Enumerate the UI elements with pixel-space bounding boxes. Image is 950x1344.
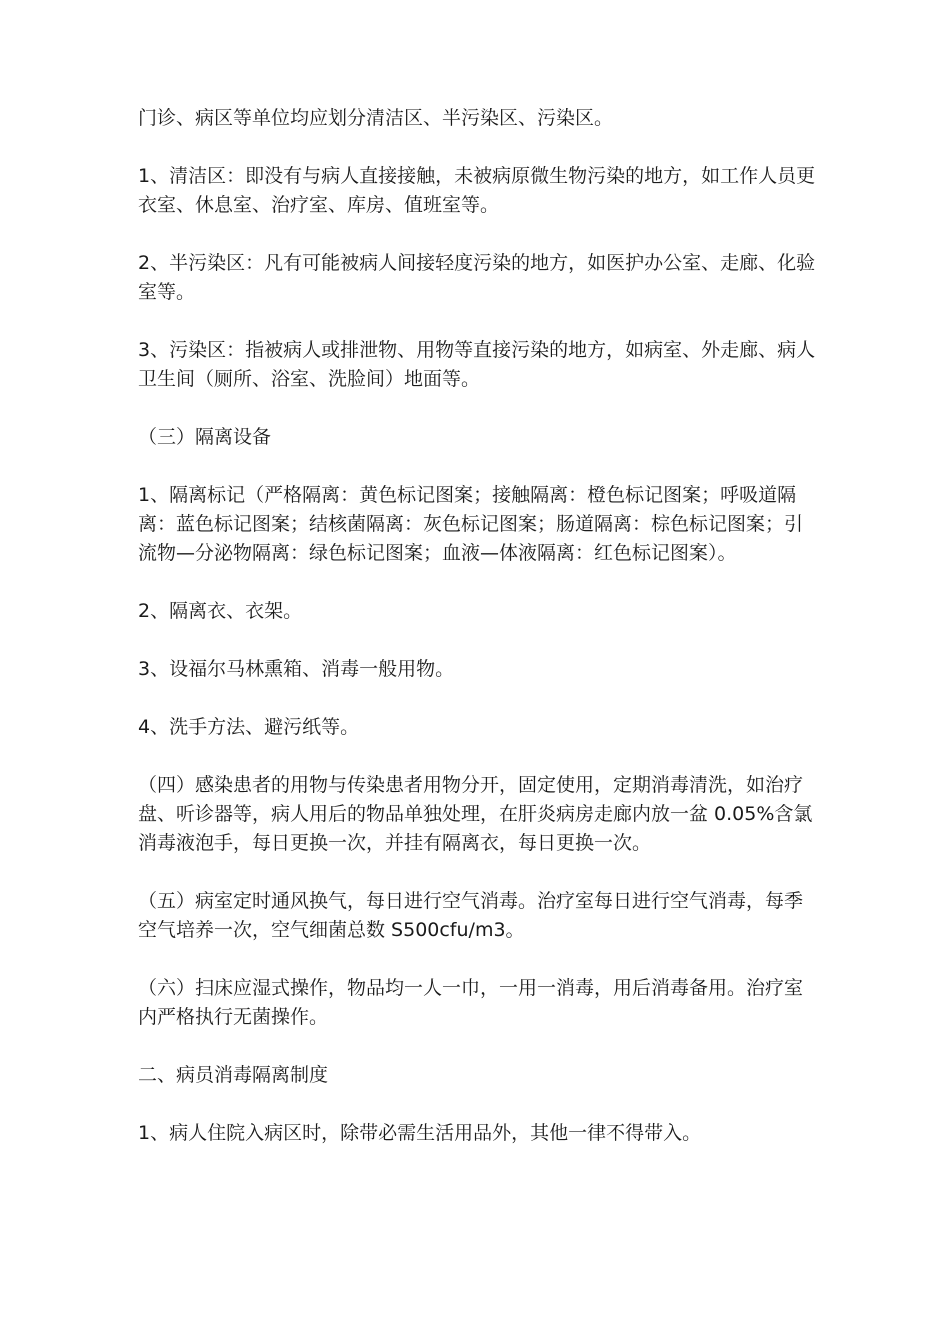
section-heading-patient-isolation: 二、病员消毒隔离制度 bbox=[138, 1064, 329, 1086]
paragraph-formalin-box: 3、设福尔马林熏箱、消毒一般用物。 bbox=[138, 658, 455, 680]
paragraph-clean-zone: 1、清洁区：即没有与病人直接接触，未被病原微生物污染的地方，如工作人员更衣室、休息室、治疗室、库房、值班室等。 bbox=[138, 165, 816, 216]
section-item-five-ventilation: （五）病室定时通风换气，每日进行空气消毒。治疗室每日进行空气消毒，每季空气培养一次，空气细菌总数 S500cfu/m3。 bbox=[138, 890, 804, 941]
paragraph-zoning-intro: 门诊、病区等单位均应划分清洁区、半污染区、污染区。 bbox=[138, 107, 614, 129]
section-heading-isolation-equipment: （三）隔离设备 bbox=[138, 426, 272, 448]
paragraph-isolation-markers: 1、隔离标记（严格隔离：黄色标记图案；接触隔离：橙色标记图案；呼吸道隔离：蓝色标记图案；结核菌隔离：灰色标记图案；肠道隔离：棕色标记图案；引流物—分泌物隔离：绿色标记图案；血液—体液隔离：红色标记图案）。 bbox=[138, 484, 804, 564]
paragraph-semi-contaminated-zone: 2、半污染区：凡有可能被病人间接轻度污染的地方，如医护办公室、走廊、化验室等。 bbox=[138, 252, 816, 303]
paragraph-admission-rule: 1、病人住院入病区时，除带必需生活用品外，其他一律不得带入。 bbox=[138, 1122, 702, 1144]
paragraph-handwashing: 4、洗手方法、避污纸等。 bbox=[138, 716, 360, 738]
paragraph-isolation-gowns: 2、隔离衣、衣架。 bbox=[138, 600, 303, 622]
section-item-six-bed-sweeping: （六）扫床应湿式操作，物品均一人一巾，一用一消毒，用后消毒备用。治疗室内严格执行无菌操作。 bbox=[138, 977, 804, 1028]
section-item-four-supplies: （四）感染患者的用物与传染患者用物分开，固定使用，定期消毒清洗，如治疗盘、听诊器等，病人用后的物品单独处理，在肝炎病房走廊内放一盆 0.05%含氯消毒液泡手，每日更换一次，并挂有隔离衣，每日更换一次。 bbox=[138, 774, 813, 854]
document-page bbox=[138, 104, 818, 1177]
paragraph-contaminated-zone: 3、污染区：指被病人或排泄物、用物等直接污染的地方，如病室、外走廊、病人卫生间（厕所、浴室、洗脸间）地面等。 bbox=[138, 339, 816, 390]
